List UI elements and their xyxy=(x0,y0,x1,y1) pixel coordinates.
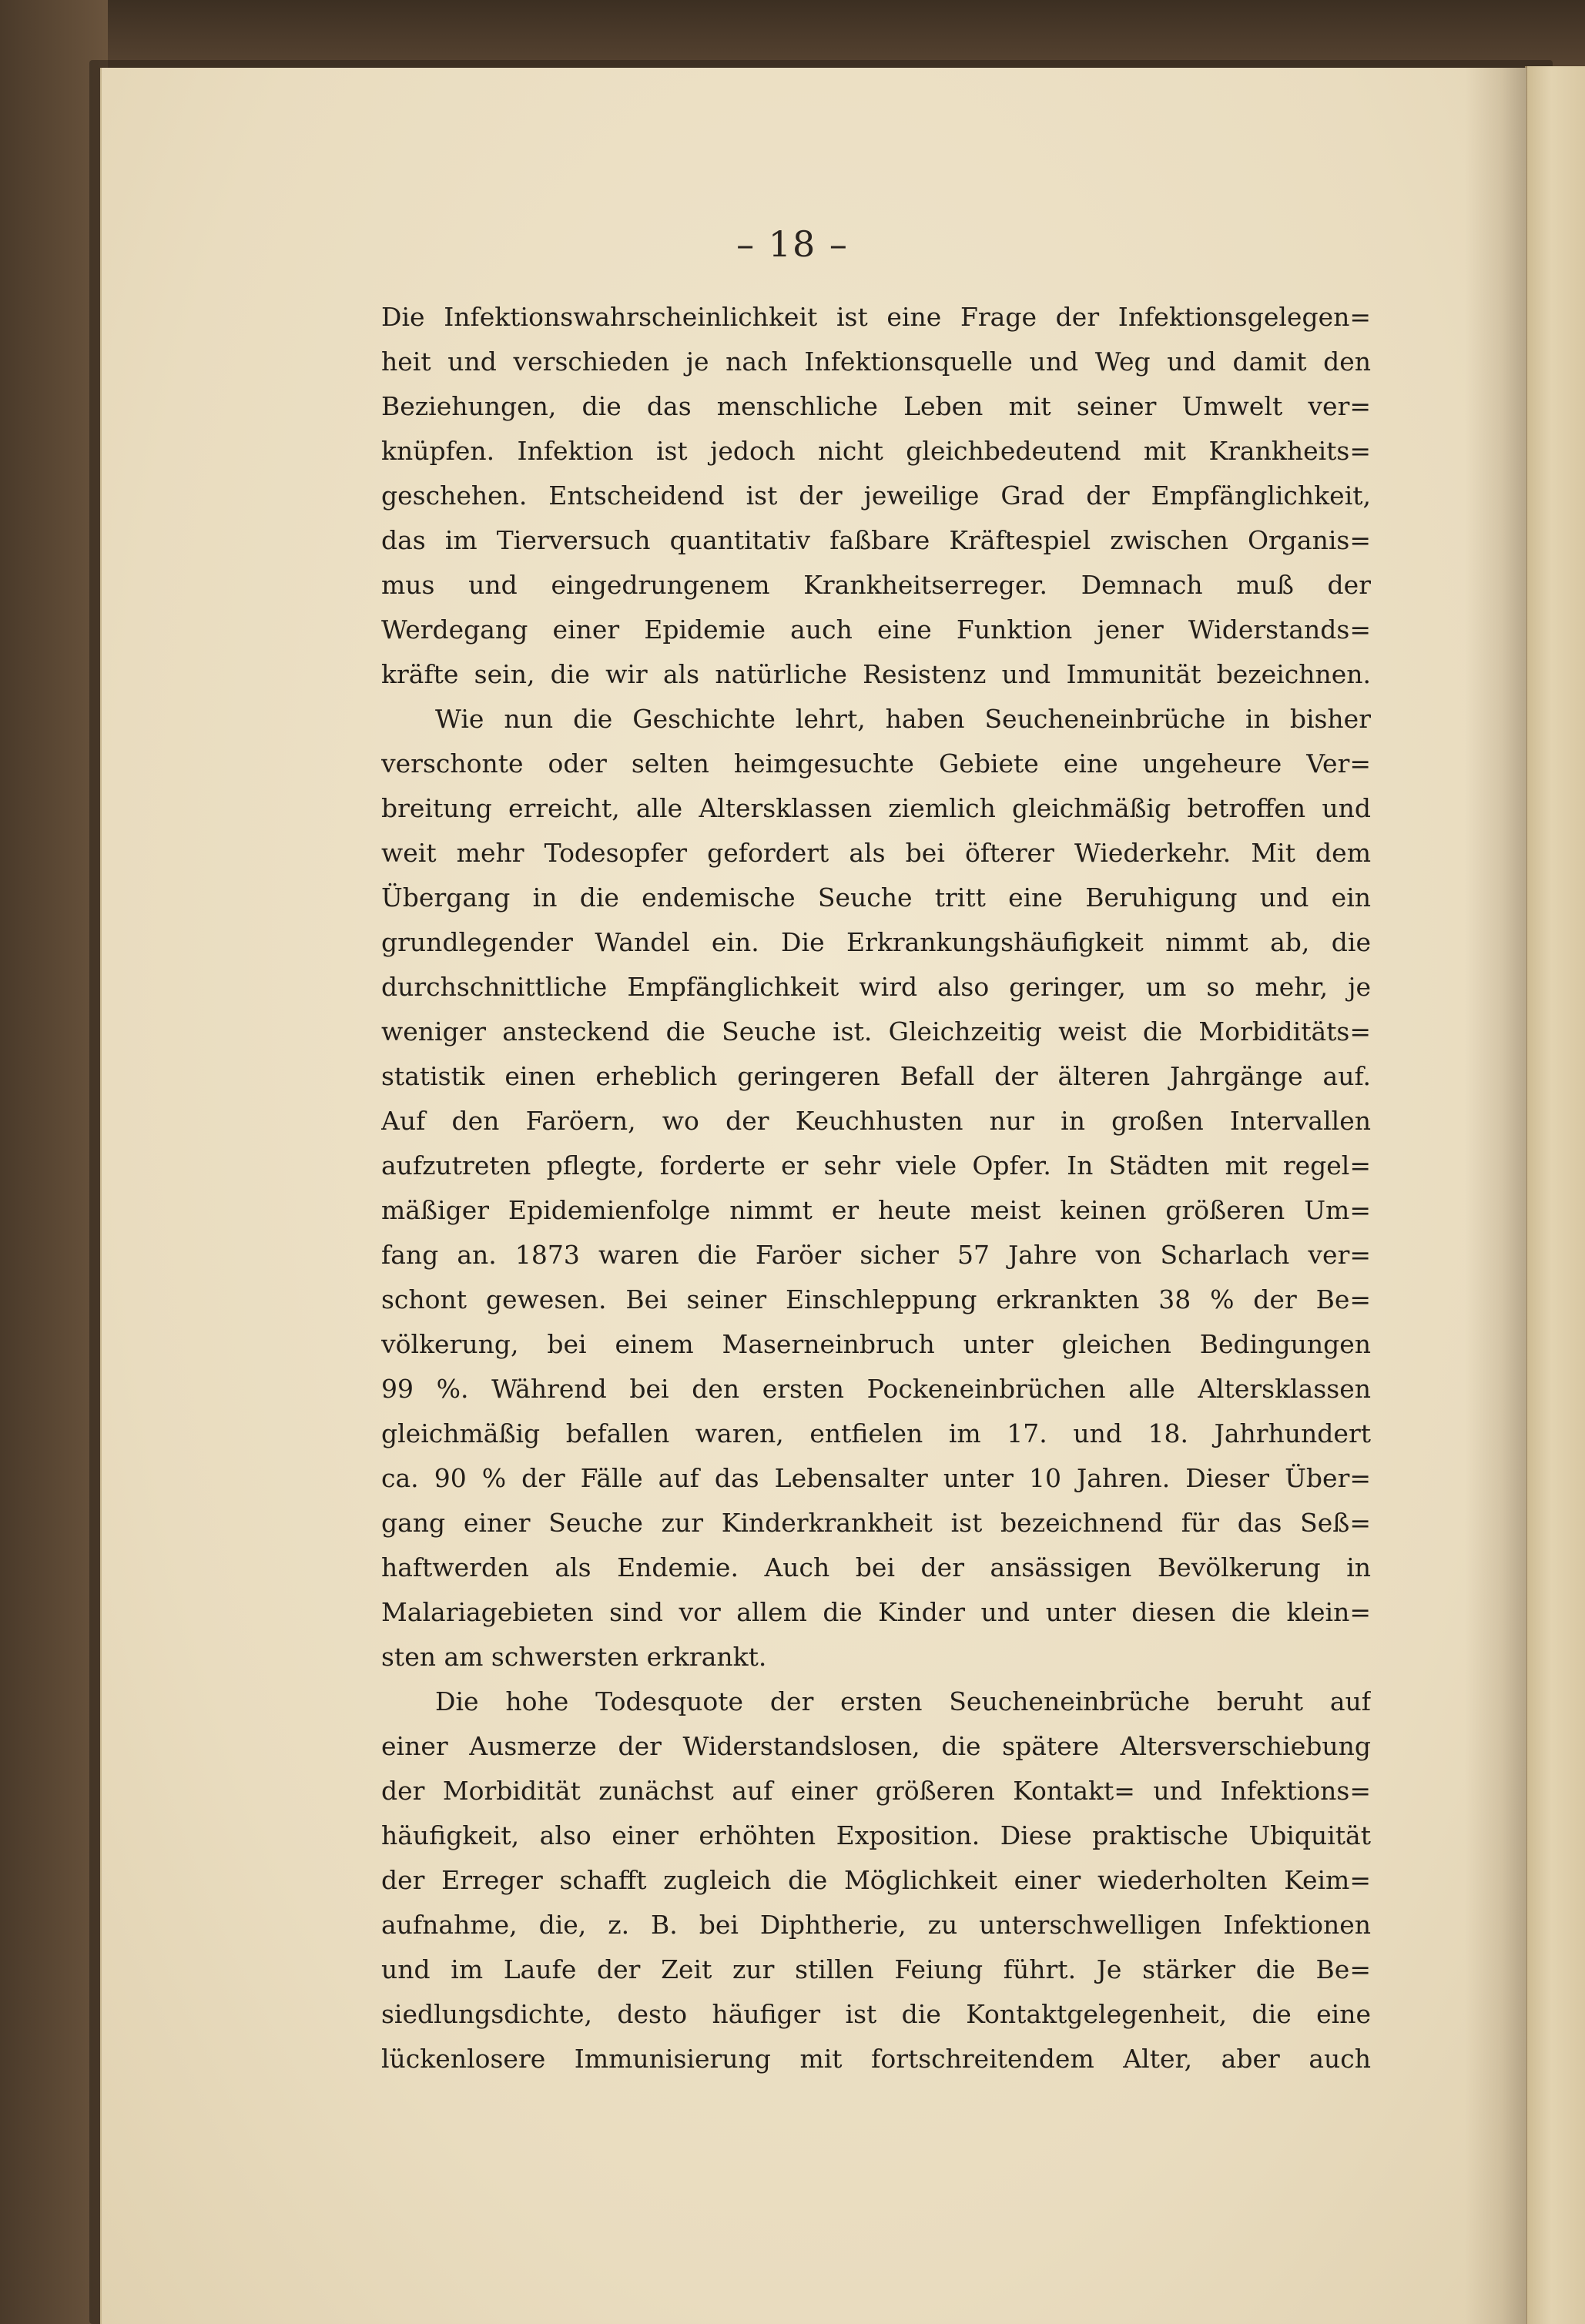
text-line: heit und verschieden je nach Infektionsquelle und Weg und damit den xyxy=(381,347,1371,377)
text-line: Werdegang einer Epidemie auch eine Funktion jener Widerstands= xyxy=(381,614,1371,645)
text-line: weniger ansteckend die Seuche ist. Gleichzeitig weist die Morbiditäts= xyxy=(381,1016,1371,1046)
text-line: weit mehr Todesopfer gefordert als bei öfterer Wiederkehr. Mit dem xyxy=(381,838,1371,868)
text-line: Beziehungen, die das menschliche Leben mit seiner Umwelt ver= xyxy=(381,391,1371,421)
text-line: Auf den Faröern, wo der Keuchhusten nur in großen Intervallen xyxy=(381,1106,1371,1136)
text-line: 99 %. Während bei den ersten Pockeneinbrüchen alle Altersklassen xyxy=(381,1374,1371,1404)
text-line: ca. 90 % der Fälle auf das Lebensalter unter 10 Jahren. Dieser Über= xyxy=(381,1463,1371,1493)
text-line: mäßiger Epidemienfolge nimmt er heute meist keinen größeren Um= xyxy=(381,1195,1371,1225)
text-line: sten am schwersten erkrankt. xyxy=(381,1642,767,1672)
text-line: gang einer Seuche zur Kinderkrankheit ist bezeichnend für das Seß= xyxy=(381,1508,1371,1538)
text-line: aufzutreten pflegte, forderte er sehr viele Opfer. In Städten mit regel= xyxy=(381,1150,1371,1180)
text-line: Wie nun die Geschichte lehrt, haben Seucheneinbrüche in bisher xyxy=(435,704,1371,734)
text-line: häufigkeit, also einer erhöhten Exposition. Diese praktische Ubiquität xyxy=(381,1820,1371,1850)
text-line: einer Ausmerze der Widerstandslosen, die spätere Altersverschiebung xyxy=(381,1731,1371,1761)
text-line: gleichmäßig befallen waren, entfielen im 17. und 18. Jahrhundert xyxy=(381,1418,1371,1448)
text-line: durchschnittliche Empfänglichkeit wird also geringer, um so mehr, je xyxy=(381,972,1371,1002)
text-line: fang an. 1873 waren die Faröer sicher 57 Jahre von Scharlach ver= xyxy=(381,1240,1371,1270)
text-line: grundlegender Wandel ein. Die Erkrankungshäufigkeit nimmt ab, die xyxy=(381,927,1371,957)
page-gutter-shade xyxy=(1465,68,1526,2324)
text-line: der Morbidität zunächst auf einer größeren Kontakt= und Infektions= xyxy=(381,1776,1371,1806)
text-line: lückenlosere Immunisierung mit fortschreitendem Alter, aber auch xyxy=(381,2044,1371,2074)
text-line: völkerung, bei einem Maserneinbruch unter gleichen Bedingungen xyxy=(381,1329,1371,1359)
body-text xyxy=(381,295,1371,2081)
text-line: schont gewesen. Bei seiner Einschleppung erkrankten 38 % der Be= xyxy=(381,1284,1371,1314)
text-line: mus und eingedrungenem Krankheitserreger. Demnach muß der xyxy=(381,570,1371,600)
text-line: verschonte oder selten heimgesuchte Gebiete eine ungeheure Ver= xyxy=(381,748,1371,779)
text-line: aufnahme, die, z. B. bei Diphtherie, zu unterschwelligen Infektionen xyxy=(381,1910,1371,1940)
text-line: und im Laufe der Zeit zur stillen Feiung führt. Je stärker die Be= xyxy=(381,1954,1371,1984)
text-line: kräfte sein, die wir als natürliche Resistenz und Immunität bezeichnen. xyxy=(381,659,1371,689)
page-number: – 18 – xyxy=(736,223,849,265)
text-line: Die Infektionswahrscheinlichkeit ist eine Frage der Infektionsgelegen= xyxy=(381,302,1371,332)
text-line: haftwerden als Endemie. Auch bei der ansässigen Bevölkerung in xyxy=(381,1552,1371,1582)
text-line: statistik einen erheblich geringeren Befall der älteren Jahrgänge auf. xyxy=(381,1061,1371,1091)
text-line: das im Tierversuch quantitativ faßbare Kräftespiel zwischen Organis= xyxy=(381,525,1371,555)
text-line: geschehen. Entscheidend ist der jeweilige Grad der Empfänglichkeit, xyxy=(381,481,1371,511)
text-line: der Erreger schafft zugleich die Möglichkeit einer wiederholten Keim= xyxy=(381,1865,1371,1895)
next-page-edge xyxy=(1525,66,1585,2324)
text-line: Übergang in die endemische Seuche tritt eine Beruhigung und ein xyxy=(381,882,1371,913)
text-line: siedlungsdichte, desto häufiger ist die Kontaktgelegenheit, die eine xyxy=(381,1999,1371,2029)
text-line: knüpfen. Infektion ist jedoch nicht gleichbedeutend mit Krankheits= xyxy=(381,436,1371,466)
text-line: Die hohe Todesquote der ersten Seucheneinbrüche beruht auf xyxy=(435,1686,1371,1716)
text-line: breitung erreicht, alle Altersklassen ziemlich gleichmäßig betroffen und xyxy=(381,793,1371,823)
text-line: Malariagebieten sind vor allem die Kinder und unter diesen die klein= xyxy=(381,1597,1371,1627)
